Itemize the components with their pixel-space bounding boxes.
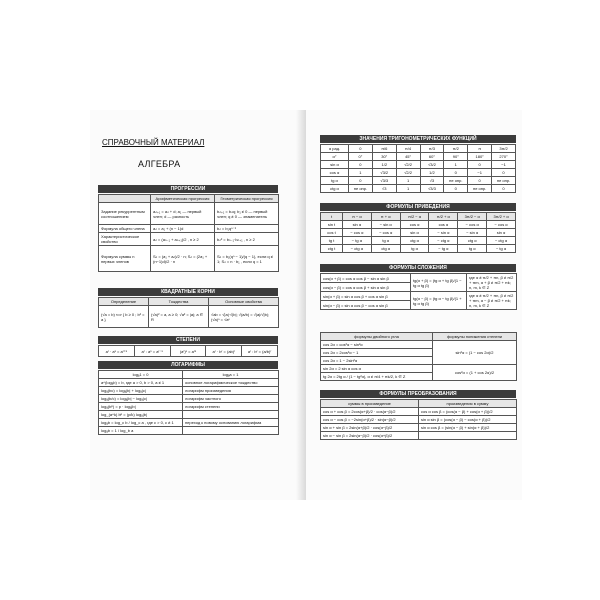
- reference-material-title: СПРАВОЧНЫЙ МАТЕРИАЛ: [102, 138, 205, 147]
- header-cell: 3π/2 + α: [487, 213, 516, 221]
- table-cell: cos α cos β = (cos(α − β) + cos(α + β))/2: [419, 408, 517, 416]
- table-cell: − tg α: [487, 245, 516, 253]
- progressions-heading: ПРОГРЕССИИ: [98, 185, 278, 193]
- table-row: [321, 245, 516, 253]
- table-cell: 1: [444, 161, 468, 169]
- table-cell: cos 2α = 2cos²α − 1: [321, 349, 433, 357]
- table-row: [99, 225, 279, 233]
- table-cell: Характеристическое свойство: [99, 233, 151, 246]
- table-row: [321, 341, 517, 349]
- header-cell: Арифметическая прогрессия: [151, 195, 215, 203]
- table-cell: tg α: [400, 245, 429, 253]
- table-cell: √3/3: [372, 177, 396, 185]
- table-header-row: [99, 298, 279, 306]
- table-row: [99, 371, 279, 379]
- header-cell: суммы в произведение: [321, 400, 419, 408]
- reduction-formulas-table: [320, 212, 516, 253]
- table-cell: sin α: [321, 161, 349, 169]
- table-cell: −1: [468, 169, 492, 177]
- header-cell: Определение: [99, 298, 149, 306]
- header-cell: 3π/2 − α: [458, 213, 487, 221]
- table-header-row: [321, 213, 516, 221]
- table-cell: aʳ : bʳ = (a/b)ʳ: [242, 346, 278, 357]
- table-cell: √2/2: [396, 169, 420, 177]
- table-row: [321, 408, 517, 416]
- table-cell: sin(α − β) = sin α cos β − cos α sin β: [321, 301, 411, 310]
- table-cell: 1: [396, 177, 420, 185]
- square-roots-table: [98, 297, 279, 328]
- table-cell: sin α: [487, 229, 516, 237]
- table-cell: √3: [420, 177, 444, 185]
- table-cell: cos α: [429, 221, 458, 229]
- table-header-row: [321, 400, 517, 408]
- table-header-row: [99, 195, 279, 203]
- table-row: [321, 432, 517, 440]
- table-cell: cos α + cos β = 2cos(α+β)/2 · cos(α−β)/2: [321, 408, 419, 416]
- table-cell: (√a)² = a, a ≥ 0; √a² = |a|; a ∈ R: [149, 306, 209, 328]
- table-cell: 0: [349, 145, 373, 153]
- table-cell: Формула суммы n первых членов: [99, 246, 151, 272]
- table-cell: Sₙ = (a₁ + aₙ)/2 · n; Sₙ = (2a₁ + (n−1)d)/2 · n: [151, 246, 215, 272]
- header-cell: Геометрическая прогрессия: [215, 195, 279, 203]
- table-row: [321, 145, 516, 153]
- table-cell: sin α: [400, 229, 429, 237]
- table-cell: cos(α + β) = cos α cos β − sin α sin β: [321, 274, 411, 283]
- double-angle-table: [320, 332, 517, 381]
- table-cell: 1/2: [420, 169, 444, 177]
- table-cell: 1/2: [372, 161, 396, 169]
- table-cell: logₐ(bᵖ) = p · logₐ|b|: [99, 403, 183, 411]
- table-row: [99, 203, 279, 225]
- table-cell: sin t: [321, 221, 343, 229]
- table-row: [99, 427, 279, 435]
- table-cell: α рад.: [321, 145, 349, 153]
- header-cell: формулы двойного угла: [321, 333, 433, 341]
- table-cell: aʳ · bʳ = (ab)ʳ: [206, 346, 242, 357]
- table-cell: ctg α: [400, 237, 429, 245]
- table-cell: √3/2: [372, 169, 396, 177]
- table-cell: − tg α: [343, 237, 372, 245]
- table-cell: log_(a^k) bᵖ = (p/k) logₐ|b|: [99, 411, 183, 419]
- table-cell: √3/2: [420, 161, 444, 169]
- header-cell: π/2 + α: [429, 213, 458, 221]
- table-row: [321, 221, 516, 229]
- table-cell: tg α: [458, 245, 487, 253]
- trig-values-heading: ЗНАЧЕНИЯ ТРИГОНОМЕТРИЧЕСКИХ ФУНКЦИЙ: [320, 135, 516, 143]
- table-cell: 30°: [372, 153, 396, 161]
- table-cell: cos(α − β) = cos α cos β + sin α sin β: [321, 283, 411, 292]
- table-cell: − ctg α: [343, 245, 372, 253]
- logarithms-heading: ЛОГАРИФМЫ: [98, 361, 278, 369]
- table-row: [321, 274, 517, 283]
- progressions-table: [98, 194, 279, 272]
- table-cell: sin²α = (1 − cos 2α)/2: [433, 341, 517, 365]
- header-cell: Основные свойства: [209, 298, 279, 306]
- powers-heading: СТЕПЕНИ: [98, 336, 278, 344]
- table-cell: cos²α = (1 + cos 2α)/2: [433, 365, 517, 381]
- table-row: [99, 233, 279, 246]
- table-cell: 0: [349, 161, 373, 169]
- table-cell: [419, 432, 517, 440]
- table-cell: (aʳ)ˢ = aʳˢ: [170, 346, 206, 357]
- header-cell: формулы понижения степени: [433, 333, 517, 341]
- table-cell: ctg t: [321, 245, 343, 253]
- table-row: [99, 306, 279, 328]
- table-cell: cos α: [321, 169, 349, 177]
- table-row: [321, 292, 517, 301]
- table-cell: Задание рекуррентным соотношением: [99, 203, 151, 225]
- table-cell: logₐb = log_c b / log_c a , где c > 0, c ≠ 1: [99, 419, 183, 427]
- table-cell: логарифм степени: [183, 403, 279, 411]
- table-cell: aₙ₊₁ = aₙ + d; a₁ — первый член; d — разность: [151, 203, 215, 225]
- table-cell: ctg α: [321, 185, 349, 193]
- algebra-title: АЛГЕБРА: [138, 159, 181, 169]
- table-cell: 180°: [468, 153, 492, 161]
- table-cell: tg 2α = 2tg α / (1 − tg²α), α ≠ π/4 + πk/2, k ∈ Z: [321, 373, 433, 381]
- table-cell: bₙ = b₁qⁿ⁻¹: [215, 225, 279, 233]
- table-cell: 1: [349, 169, 373, 177]
- table-cell: где α ≠ π/2 + πn, β ≠ π/2 + πm, α + β ≠ π/2 + πk; n, m, k ∈ Z: [467, 274, 517, 292]
- left-page: [90, 110, 306, 500]
- transformation-formulas-table: [320, 399, 517, 440]
- header-cell: π + α: [371, 213, 400, 221]
- table-row: [99, 387, 279, 395]
- square-roots-heading: КВАДРАТНЫЕ КОРНИ: [98, 288, 278, 296]
- table-cell: aʳ · aˢ = aʳ⁺ˢ: [99, 346, 135, 357]
- table-cell: sin α − sin β = 2sin(α−β)/2 · cos(α+β)/2: [321, 432, 419, 440]
- table-cell: sin α + sin β = 2sin(α+β)/2 · cos(α−β)/2: [321, 424, 419, 432]
- table-cell: tg t: [321, 237, 343, 245]
- table-cell: π/2: [444, 145, 468, 153]
- table-cell: √3/3: [420, 185, 444, 193]
- table-cell: tg(α + β) = (tg α + tg β)/(1 − tg α tg β): [411, 274, 467, 292]
- header-cell: произведения в сумму: [419, 400, 517, 408]
- table-cell: bₙ² = bₙ₋₁·bₙ₊₁ , n ≥ 2: [215, 233, 279, 246]
- transformation-formulas-heading: ФОРМУЛЫ ПРЕОБРАЗОВАНИЯ: [320, 390, 516, 398]
- header-cell: Тождества: [149, 298, 209, 306]
- table-cell: ctg α: [458, 237, 487, 245]
- table-cell: aₙ = (aₙ₋₁ + aₙ₊₁)/2 , n ≥ 2: [151, 233, 215, 246]
- table-cell: − ctg α: [429, 237, 458, 245]
- table-row: [321, 161, 516, 169]
- table-cell: logₐa = 1: [183, 371, 279, 379]
- reduction-formulas-heading: ФОРМУЛЫ ПРИВЕДЕНИЯ: [320, 203, 516, 211]
- table-cell: 90°: [444, 153, 468, 161]
- table-cell: переход к новому основанию логарифма: [183, 419, 279, 427]
- table-cell: logₐ1 = 0: [99, 371, 183, 379]
- table-cell: 1: [396, 185, 420, 193]
- table-row: [99, 403, 279, 411]
- table-cell: cos α − cos β = −2sin(α+β)/2 · sin(α−β)/2: [321, 416, 419, 424]
- table-cell: α°: [321, 153, 349, 161]
- table-cell: √3: [372, 185, 396, 193]
- table-cell: где α ≠ π/2 + πn, β ≠ π/2 + πm, α − β ≠ π/2 + πk; n, m, k ∈ Z: [467, 292, 517, 310]
- addition-formulas-heading: ФОРМУЛЫ СЛОЖЕНИЯ: [320, 264, 516, 272]
- table-cell: [183, 427, 279, 435]
- table-row: [321, 185, 516, 193]
- table-cell: logₐ(b/c) = logₐ|b| − logₐ|c|: [99, 395, 183, 403]
- table-cell: 0: [349, 177, 373, 185]
- table-cell: 0: [492, 185, 516, 193]
- table-row: [99, 246, 279, 272]
- table-cell: Формула общего члена: [99, 225, 151, 233]
- table-cell: − cos α: [487, 221, 516, 229]
- table-cell: 60°: [420, 153, 444, 161]
- table-cell: не опр.: [444, 177, 468, 185]
- table-cell: − cos α: [371, 229, 400, 237]
- table-cell: tg α: [321, 177, 349, 185]
- table-cell: − ctg α: [487, 237, 516, 245]
- table-row: [99, 395, 279, 403]
- table-cell: не опр.: [468, 185, 492, 193]
- table-cell: tg(α − β) = (tg α − tg β)/(1 + tg α tg β): [411, 292, 467, 310]
- table-cell: Sₙ = b₁(qⁿ − 1)/(q − 1), если q ≠ 1; Sₙ = n · b₁ , если q = 1: [215, 246, 279, 272]
- table-cell: не опр.: [349, 185, 373, 193]
- header-cell: t: [321, 213, 343, 221]
- table-cell: 45°: [396, 153, 420, 161]
- table-cell: tg α: [371, 237, 400, 245]
- header-cell: [99, 195, 151, 203]
- header-cell: π/2 − α: [400, 213, 429, 221]
- right-page: [306, 110, 522, 500]
- table-cell: 0: [444, 169, 468, 177]
- book-spread: [90, 110, 522, 500]
- table-cell: 0: [468, 177, 492, 185]
- table-row: [321, 416, 517, 424]
- table-row: [321, 237, 516, 245]
- table-cell: sin α cos β = (sin(α − β) + sin(α + β))/2: [419, 424, 517, 432]
- table-cell: √ab = √|a|·√|b|; √(a/b) = √|a|/√|b|; (√a)ⁿ = √aⁿ: [209, 306, 279, 328]
- table-row: [99, 419, 279, 427]
- table-cell: sin α sin β = (cos(α − β) − cos(α + β))/2: [419, 416, 517, 424]
- table-cell: logₐ(bc) = logₐ|b| + logₐ|c|: [99, 387, 183, 395]
- table-cell: логарифм частного: [183, 395, 279, 403]
- logarithms-table: [98, 370, 279, 435]
- table-cell: sin(α + β) = sin α cos β + cos α sin β: [321, 292, 411, 301]
- table-row: [99, 411, 279, 419]
- table-cell: sin α: [343, 221, 372, 229]
- table-cell: a^(logₐb) = b, где a > 0, b > 0, a ≠ 1: [99, 379, 183, 387]
- table-cell: 0: [444, 185, 468, 193]
- table-cell: не опр.: [492, 177, 516, 185]
- table-row: [99, 379, 279, 387]
- table-row: [321, 153, 516, 161]
- table-row: [321, 424, 517, 432]
- table-cell: (√a = b) ⟺ { b ≥ 0 ; b² = a }: [99, 306, 149, 328]
- table-row: [321, 365, 517, 373]
- table-cell: 0°: [349, 153, 373, 161]
- table-cell: π/3: [420, 145, 444, 153]
- table-cell: − tg α: [429, 245, 458, 253]
- table-cell: − sin α: [429, 229, 458, 237]
- table-cell: − cos α: [458, 221, 487, 229]
- table-cell: aₙ = a₁ + (n − 1)d: [151, 225, 215, 233]
- table-cell: cos α: [400, 221, 429, 229]
- table-cell: logₐb = 1 / log_b a: [99, 427, 183, 435]
- table-cell: cos 2α = cos²α − sin²α: [321, 341, 433, 349]
- table-cell: π: [468, 145, 492, 153]
- table-row: [99, 346, 278, 357]
- trig-values-table: [320, 144, 516, 193]
- table-cell: 270°: [492, 153, 516, 161]
- table-cell: 3π/2: [492, 145, 516, 153]
- table-cell: − sin α: [371, 221, 400, 229]
- table-cell: π/6: [372, 145, 396, 153]
- table-cell: √2/2: [396, 161, 420, 169]
- table-cell: логарифм произведения: [183, 387, 279, 395]
- table-cell: bₙ₊₁ = bₙq; b₁ ≠ 0 — первый член; q ≠ 0 — знаменатель: [215, 203, 279, 225]
- powers-table: [98, 345, 278, 357]
- table-cell: π/4: [396, 145, 420, 153]
- table-cell: ctg α: [371, 245, 400, 253]
- table-cell: 0: [468, 161, 492, 169]
- table-header-row: [321, 333, 517, 341]
- table-cell: 0: [492, 169, 516, 177]
- table-row: [321, 177, 516, 185]
- table-cell: cos 2α = 1 − 2sin²α: [321, 357, 433, 365]
- table-cell: [183, 411, 279, 419]
- table-cell: −1: [492, 161, 516, 169]
- table-cell: основное логарифмическое тождество: [183, 379, 279, 387]
- table-cell: cos t: [321, 229, 343, 237]
- table-cell: sin 2α = 2 sin α cos α: [321, 365, 433, 373]
- table-row: [321, 169, 516, 177]
- table-row: [321, 229, 516, 237]
- table-cell: − cos α: [343, 229, 372, 237]
- table-cell: aʳ : aˢ = aʳ⁻ˢ: [134, 346, 170, 357]
- addition-formulas-table: [320, 273, 517, 310]
- header-cell: π − α: [343, 213, 372, 221]
- table-cell: − sin α: [458, 229, 487, 237]
